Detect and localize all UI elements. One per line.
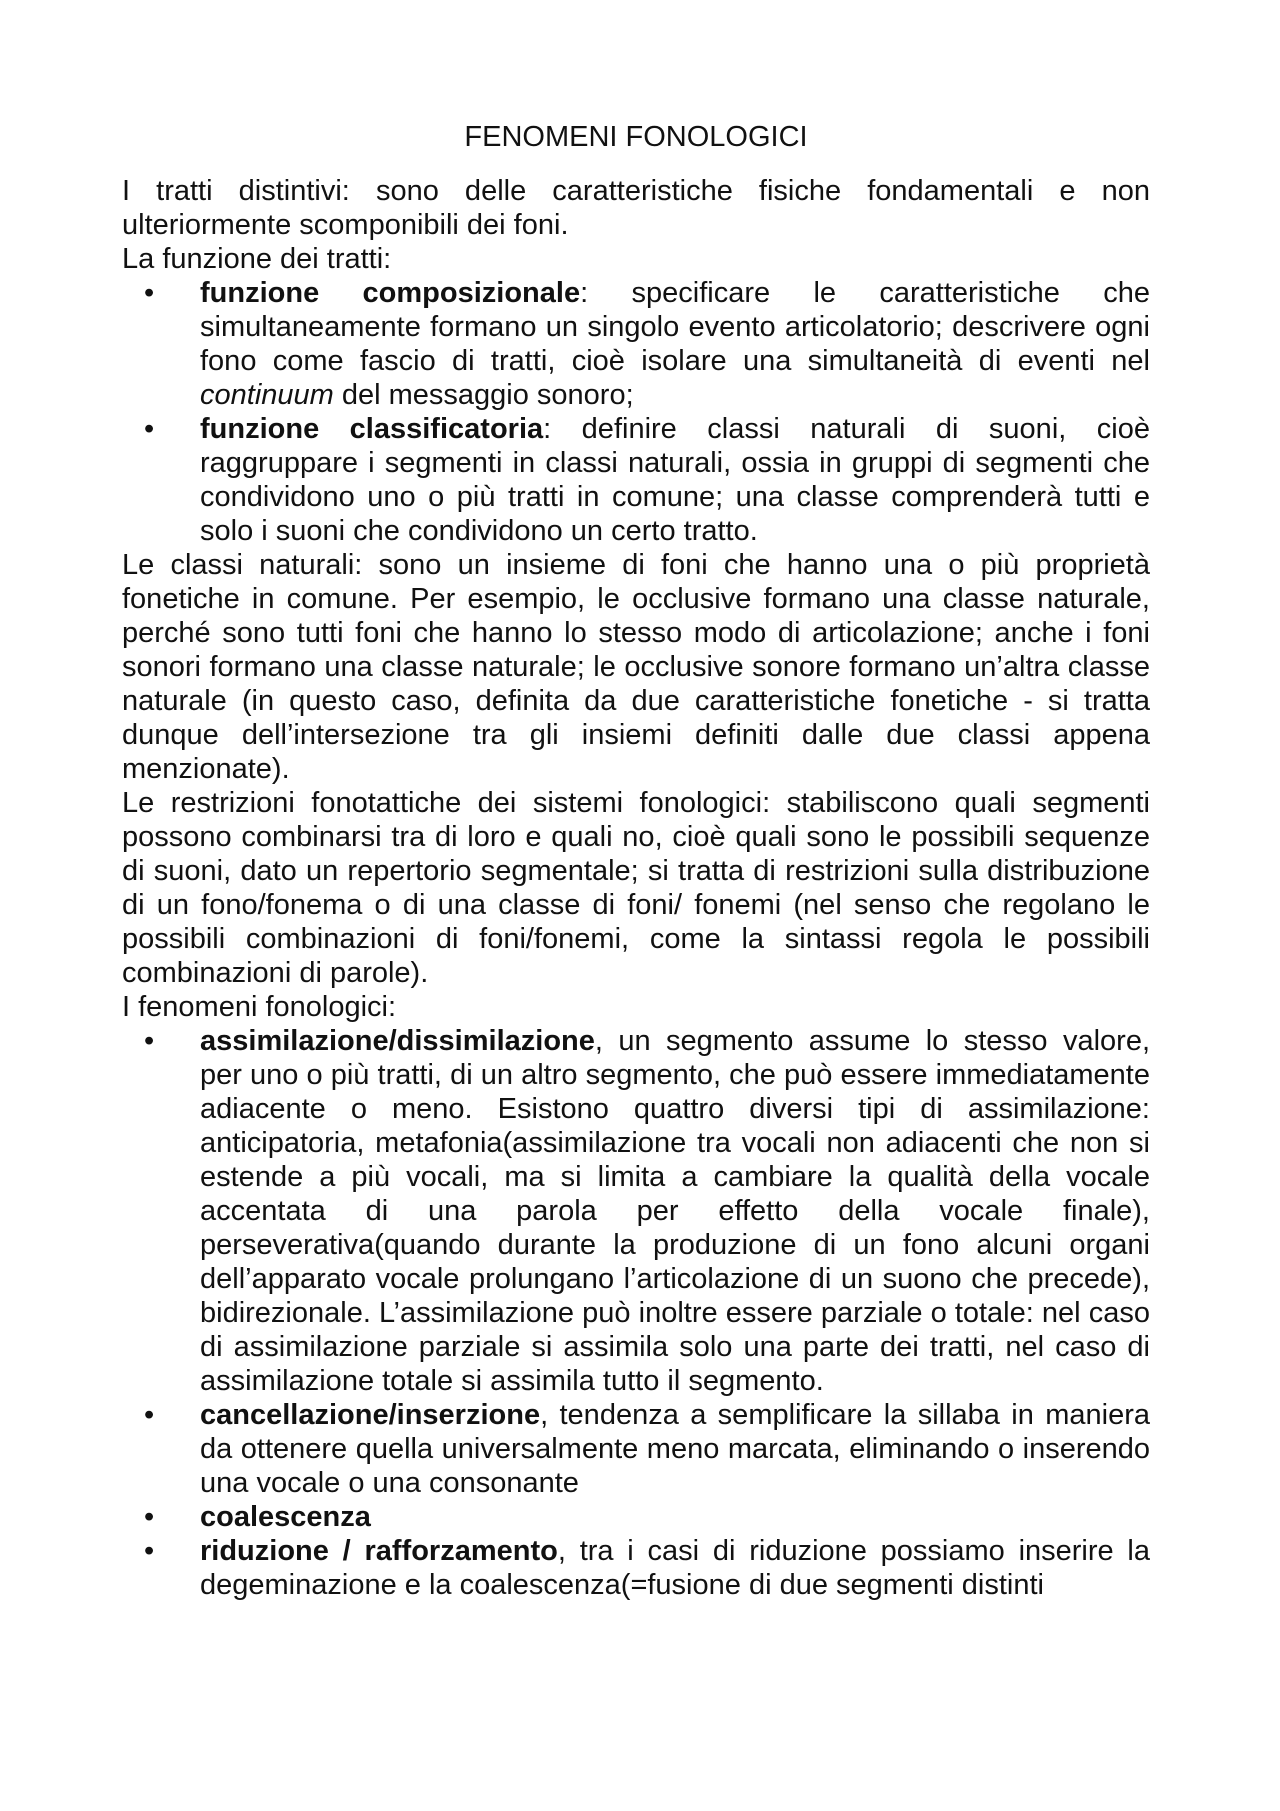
list-item-text: , tra i casi di riduzione possiamo inserire la degeminazione e la coalescenza(=fusione di due segmenti distinti — [200, 1535, 1150, 1601]
bullet-icon: • — [144, 1025, 155, 1057]
list-item-term: assimilazione/dissimilazione — [200, 1025, 595, 1057]
list-item — [122, 1024, 1150, 1398]
bullet-icon: • — [144, 277, 155, 309]
bullet-icon: • — [144, 1501, 155, 1533]
page-title: FENOMENI FONOLOGICI — [464, 121, 808, 153]
list-funzione — [122, 276, 1150, 548]
list-item-text: , un segmento assume lo stesso valore, per uno o più tratti, di un altro segmento, che può essere immediatamente adiacente o meno. Esistono quattro diversi tipi di assimilazione: anticipatoria, metafonia(assimilazione tra vocali non adiacenti che non si estende a più vocali, ma si limita a cambiare la qualità della vocale accentata di una parola per effetto della vocale finale), perseverativa(quando durante la produzione di un fono alcuni organi dell’apparato vocale prolungano l’articolazione di un suono che precede), bidirezionale. L’assimilazione può inoltre essere parziale o totale: nel caso di assimilazione parziale si assimila solo una parte dei tratti, nel caso di assimilazione totale si assimila tutto il segmento. — [200, 1025, 1150, 1397]
list-item — [122, 276, 1150, 412]
list-item-text: : definire classi naturali di suoni, cioè raggruppare i segmenti in classi naturali, ossia in gruppi di segmenti che condividono uno o più tratti in comune; una classe comprenderà tutti e solo i suoni che condividono un certo tratto. — [200, 413, 1150, 547]
list-item-term: funzione classificatoria — [200, 413, 544, 445]
paragraph-tratti-distintivi: I tratti distintivi: sono delle caratteristiche fisiche fondamentali e non ulteriormente scomponibili dei foni. — [122, 175, 1150, 241]
list-fenomeni — [122, 1024, 1150, 1602]
list-item — [122, 412, 1150, 548]
paragraph-fenomeni-intro: I fenomeni fonologici: — [122, 991, 397, 1023]
list-item-text: : specificare le caratteristiche che simultaneamente formano un singolo evento articolatorio; descrivere ogni fono come fascio di tratti, cioè isolare una simultaneità di eventi nel — [200, 277, 1150, 377]
list-item-term: cancellazione/inserzione — [200, 1399, 541, 1431]
paragraph-funzione-intro: La funzione dei tratti: — [122, 243, 392, 275]
list-item — [122, 1500, 1150, 1534]
bullet-icon: • — [144, 413, 155, 445]
list-item-term: funzione composizionale — [200, 277, 581, 309]
list-item-term: coalescenza — [200, 1501, 371, 1533]
list-item-term: riduzione / rafforzamento — [200, 1535, 558, 1567]
list-item-emphasis: continuum — [200, 379, 334, 411]
paragraph-restrizioni: Le restrizioni fonotattiche dei sistemi fonologici: stabiliscono quali segmenti possono combinarsi tra di loro e quali no, cioè quali sono le possibili sequenze di suoni, dato un repertorio segmentale; si tratta di restrizioni sulla distribuzione di un fono/fonema o di una classe di foni/ fonemi (nel senso che regolano le possibili combinazioni di foni/fonemi, come la sintassi regola le possibili combinazioni di parole). — [122, 787, 1150, 989]
list-item — [122, 1534, 1150, 1602]
list-item-text: del messaggio sonoro; — [333, 379, 634, 411]
list-item — [122, 1398, 1150, 1500]
paragraph-classi-naturali: Le classi naturali: sono un insieme di foni che hanno una o più proprietà fonetiche in comune. Per esempio, le occlusive formano una classe naturale, perché sono tutti foni che hanno lo stesso modo di articolazione; anche i foni sonori formano una classe naturale; le occlusive sonore formano un’altra classe naturale (in questo caso, definita da due caratteristiche fonetiche - si tratta dunque dell’intersezione tra gli insiemi definiti dalle due classi appena menzionate). — [122, 549, 1150, 785]
bullet-icon: • — [144, 1535, 155, 1567]
list-item-text: , tendenza a semplificare la sillaba in maniera da ottenere quella universalmente meno marcata, eliminando o inserendo una vocale o una consonante — [200, 1399, 1150, 1499]
bullet-icon: • — [144, 1399, 155, 1431]
